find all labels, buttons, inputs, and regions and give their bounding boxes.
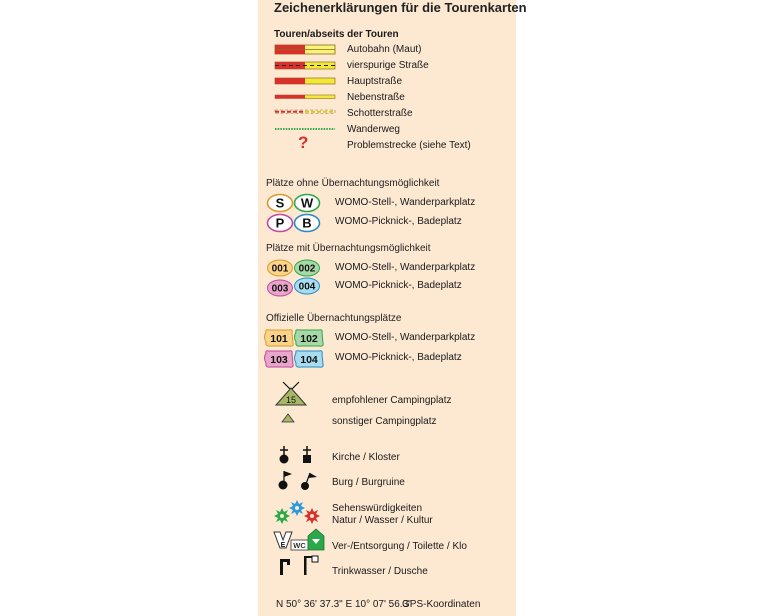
legend-title: Zeichenerklärungen für die Tourenkarten	[274, 0, 527, 15]
badge-103-icon	[265, 351, 294, 367]
problem-question-icon: ?	[298, 133, 309, 152]
no-overnight-heading: Plätze ohne Übernachtungsmöglichkeit	[266, 178, 440, 189]
legend-overnight-parking: WOMO-Stell-, Wanderparkplatz	[335, 262, 476, 273]
overnight-heading: Plätze mit Übernachtungsmöglichkeit	[266, 243, 431, 254]
castle-ruin-icon	[301, 473, 317, 490]
shower-icon	[304, 556, 318, 575]
monastery-icon	[303, 446, 311, 463]
legend-sights-categories: Natur / Wasser / Kultur	[332, 515, 433, 526]
church-icon	[280, 446, 289, 464]
legend-disposal-toilet: Ver-/Entsorgung / Toilette / Klo	[332, 541, 467, 552]
badge-101-icon	[265, 330, 294, 346]
drinking-water-icon	[280, 559, 290, 575]
legend-autobahn: Autobahn (Maut)	[347, 44, 422, 55]
legend-overnight-picnic: WOMO-Picknick-, Badeplatz	[335, 280, 462, 291]
gps-coordinates: N 50° 36' 37.3" E 10° 07' 56.3"	[276, 599, 412, 610]
svg-text:104: 104	[300, 354, 318, 366]
legend-secondary-road: Nebenstraße	[347, 92, 405, 103]
legend-no-overnight-picnic: WOMO-Picknick-, Badeplatz	[335, 216, 462, 227]
sight-water-icon	[289, 500, 305, 516]
svg-text:003: 003	[271, 283, 289, 295]
poi-symbols	[272, 444, 328, 580]
sight-nature-icon	[274, 508, 290, 524]
roads-heading: Touren/abseits der Touren	[274, 29, 399, 40]
legend-recommended-campsite: empfohlener Campingplatz	[332, 395, 452, 406]
castle-icon	[279, 471, 293, 490]
badge-001-icon	[268, 260, 293, 276]
badge-w-icon	[295, 195, 320, 212]
official-heading: Offizielle Übernachtungsplätze	[266, 313, 402, 324]
legend-other-campsite: sonstiger Campingplatz	[332, 416, 437, 427]
secondary-road-icon	[275, 95, 335, 99]
latrine-icon	[308, 529, 324, 550]
badge-004-icon	[295, 278, 320, 294]
svg-text:002: 002	[298, 263, 316, 275]
svg-text:103: 103	[270, 354, 288, 366]
legend-hiking-trail: Wanderweg	[347, 124, 400, 135]
legend-official-parking: WOMO-Stell-, Wanderparkplatz	[335, 332, 476, 343]
svg-text:004: 004	[298, 281, 316, 293]
toilet-icon	[291, 540, 308, 550]
legend-castle: Burg / Burgruine	[332, 477, 405, 488]
svg-text:P: P	[275, 215, 285, 231]
svg-text:101: 101	[270, 333, 288, 345]
sight-culture-icon	[304, 508, 320, 524]
legend-four-lane: vierspurige Straße	[347, 60, 429, 71]
gps-label: GPS-Koordinaten	[402, 599, 481, 610]
badge-002-icon	[295, 260, 320, 276]
camping-symbols	[272, 380, 310, 426]
svg-text:S: S	[275, 195, 285, 211]
overnight-badges	[266, 258, 322, 298]
legend-gravel-road: Schotterstraße	[347, 108, 413, 119]
recommended-campsite-icon	[276, 382, 306, 405]
gravel-road-icon	[275, 110, 335, 114]
svg-text:001: 001	[271, 263, 289, 275]
autobahn-line-icon	[275, 45, 335, 54]
svg-text:W: W	[300, 195, 314, 211]
other-campsite-icon	[282, 414, 294, 422]
badge-102-icon	[295, 330, 324, 346]
svg-text:102: 102	[300, 333, 318, 345]
badge-s-icon	[268, 195, 293, 212]
badge-b-icon	[295, 215, 320, 232]
legend-church: Kirche / Kloster	[332, 452, 400, 463]
main-road-icon	[275, 78, 335, 84]
svg-text:WC: WC	[293, 541, 306, 550]
svg-text:E: E	[280, 542, 286, 549]
four-lane-road-icon	[275, 62, 335, 69]
badge-104-icon	[295, 351, 324, 367]
badge-003-icon	[268, 280, 293, 296]
legend-no-overnight-parking: WOMO-Stell-, Wanderparkplatz	[335, 197, 476, 208]
legend-main-road: Hauptstraße	[347, 76, 403, 87]
official-badges	[263, 328, 325, 370]
legend-sights: Sehenswürdigkeiten	[332, 503, 423, 514]
legend-water-shower: Trinkwasser / Dusche	[332, 566, 428, 577]
disposal-station-icon	[274, 532, 292, 549]
badge-p-icon	[268, 215, 293, 232]
legend-official-picnic: WOMO-Picknick-, Badeplatz	[335, 352, 462, 363]
legend-problem-route: Problemstrecke (siehe Text)	[347, 140, 471, 151]
svg-text:B: B	[302, 215, 312, 231]
svg-text:15: 15	[285, 395, 297, 405]
no-overnight-badges	[266, 193, 322, 233]
